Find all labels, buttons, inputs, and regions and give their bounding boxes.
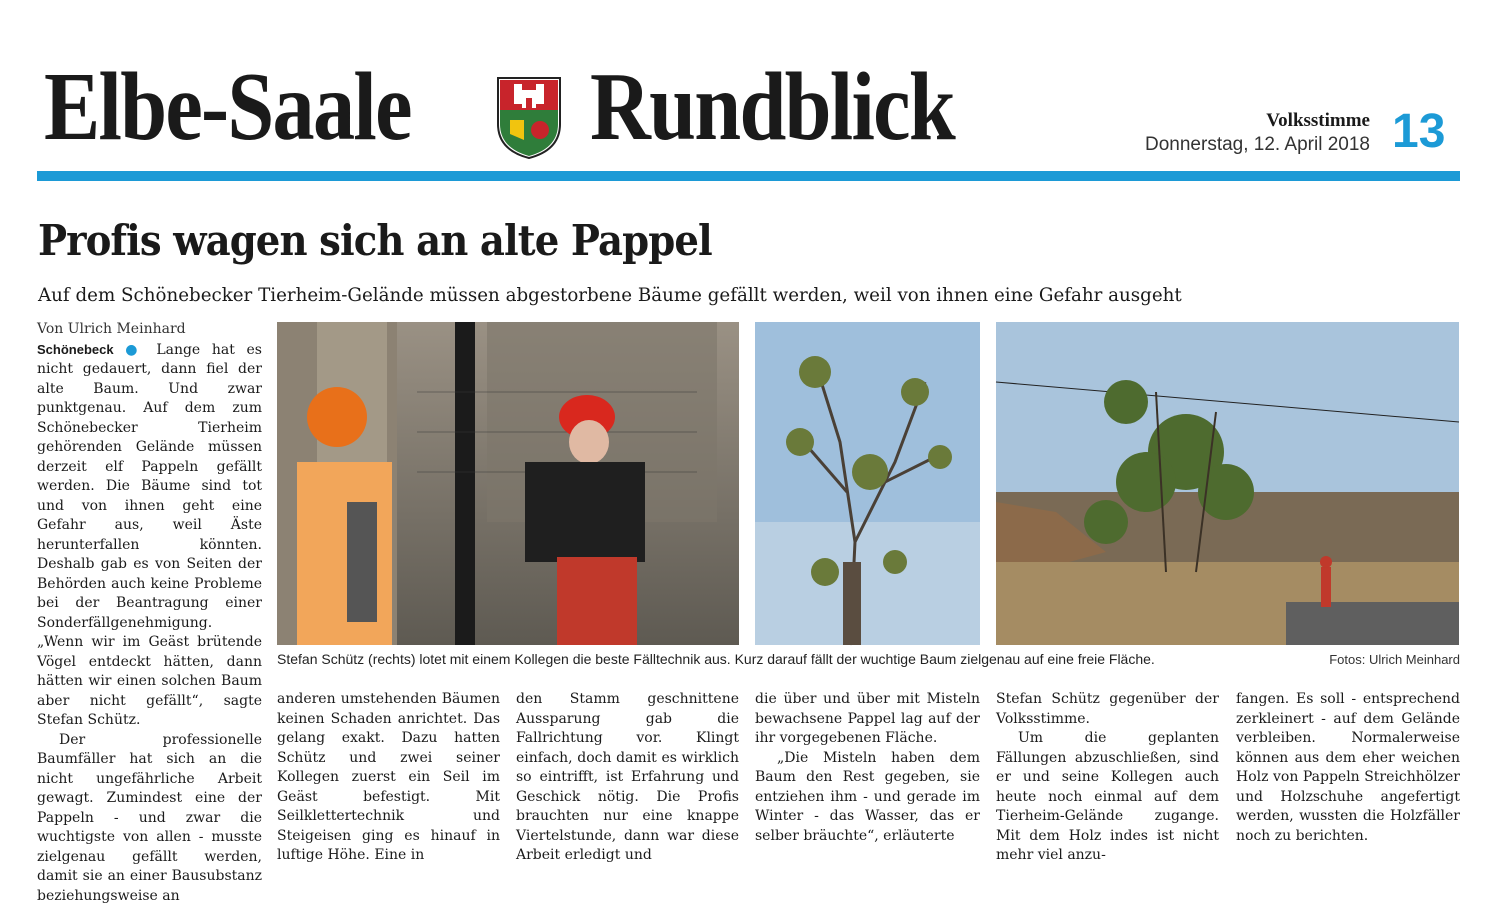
article-column-2 [277, 690, 500, 842]
masthead-title-left: Elbe-Saale [44, 58, 411, 156]
article-subheadline: Auf dem Schönebecker Tierheim-Gelände müssen abgestorbene Bäume gefällt werden, weil von ihnen eine Gefahr ausgeht [38, 284, 1182, 306]
coat-of-arms-icon [494, 74, 564, 160]
photo-caption: Stefan Schütz (rechts) lotet mit einem Kollegen die beste Fälltechnik aus. Kurz darauf fällt der wuchtige Baum zielgenau auf eine freie Fläche. [277, 651, 1155, 667]
paragraph-col3: den Stamm geschnittene Aussparung gab die Fallrichtung vor. Klingt einfach, doch damit es wirklich so eintrifft, ist Erfahrung und Geschick nötig. Die Profis brauchten nur eine knappe Viertelstunde, dann war diese Arbeit erledigt und [516, 690, 739, 866]
paragraph-col4-1: die über und über mit Misteln bewachsene Pappel lag auf der ihr vorgegebenen Fläche. [755, 690, 980, 749]
article-column-1 [37, 320, 262, 850]
paragraph-col2: anderen umstehenden Bäumen keinen Schaden anrichtet. Das gelang exakt. Dazu hatten Schütz und zwei seiner Kollegen zuerst ein Seil im Geäst befestigt. Mit Seilklettertechnik und Steigeisen ging es hinauf in luftige Höhe. Eine in [277, 690, 500, 866]
article-column-4 [755, 690, 980, 842]
paragraph-col4-2: „Die Misteln haben dem Baum den Rest gegeben, sie entziehen ihm - und gerade im Winter - das Wasser, das er selber bräuchte“, erläuterte [755, 749, 980, 847]
article-column-3 [516, 690, 739, 842]
paragraph-col5-2: Um die geplanten Fällungen abzuschließen, sind er und seine Kollegen auch heute noch einmal auf dem Tierheim-Gelände zugange. Mit dem Holz indes ist nicht mehr viel anzu- [996, 729, 1219, 866]
article-column-6 [1236, 690, 1460, 850]
page-number: 13 [1392, 104, 1445, 159]
article-headline: Profis wagen sich an alte Pappel [38, 216, 712, 265]
dateline: Schönebeck [37, 342, 114, 357]
paragraph-col5-1: Stefan Schütz gegenüber der Volksstimme. [996, 690, 1219, 729]
issue-date: Donnerstag, 12. April 2018 [1120, 134, 1370, 156]
byline: Von Ulrich Meinhard [37, 320, 262, 340]
paragraph-col6: fangen. Es soll - entsprechend zerkleinert - auf dem Gelände verbleiben. Normalerweise können aus dem eher weichen Holz von Pappeln Streichhölzer und Holzschuhe angefertigt werden, wussten die Holzfäller noch zu berichten. [1236, 690, 1460, 846]
masthead-rule [37, 171, 1460, 181]
photo-mistletoe-poplar [755, 322, 980, 645]
paragraph-1: Lange hat es nicht gedauert, dann fiel der alte Baum. Und zwar punktgenau. Auf dem zum Schönebecker Tierheim gehörenden Gelände müssen derzeit elf Pappeln gefällt werden. Die Bäume sind tot und von ihnen geht eine Gefahr aus, weil Äste herunterfallen könnten. Deshalb gab es von Seiten der Behörden auch keine Probleme bei der Beantragung einer Sonderfällgenehmigung. „Wenn wir im Geäst brütende Vögel entdeckt hätten, dann hätten wir einen solchen Baum aber nicht gefällt“, sagte Stefan Schütz. [37, 342, 262, 729]
newspaper-name: Volksstimme [1170, 110, 1370, 132]
photo-credit: Fotos: Ulrich Meinhard [1290, 652, 1460, 667]
photo-tree-fellers [277, 322, 739, 645]
masthead-title-right: Rundblick [590, 58, 954, 156]
dateline-bullet-icon: ● [114, 342, 157, 358]
paragraph-2: Der professionelle Baumfäller hat sich an die nicht ungefährliche Arbeit gewagt. Zumindest eine der Pappeln - und zwar die wuchtigste von allen - musste zielgenau gefällt werden, damit sie an einer Bausubstanz beziehungsweise an [37, 731, 262, 906]
article-column-5 [996, 690, 1219, 842]
photo-fallen-tree-site [996, 322, 1459, 645]
